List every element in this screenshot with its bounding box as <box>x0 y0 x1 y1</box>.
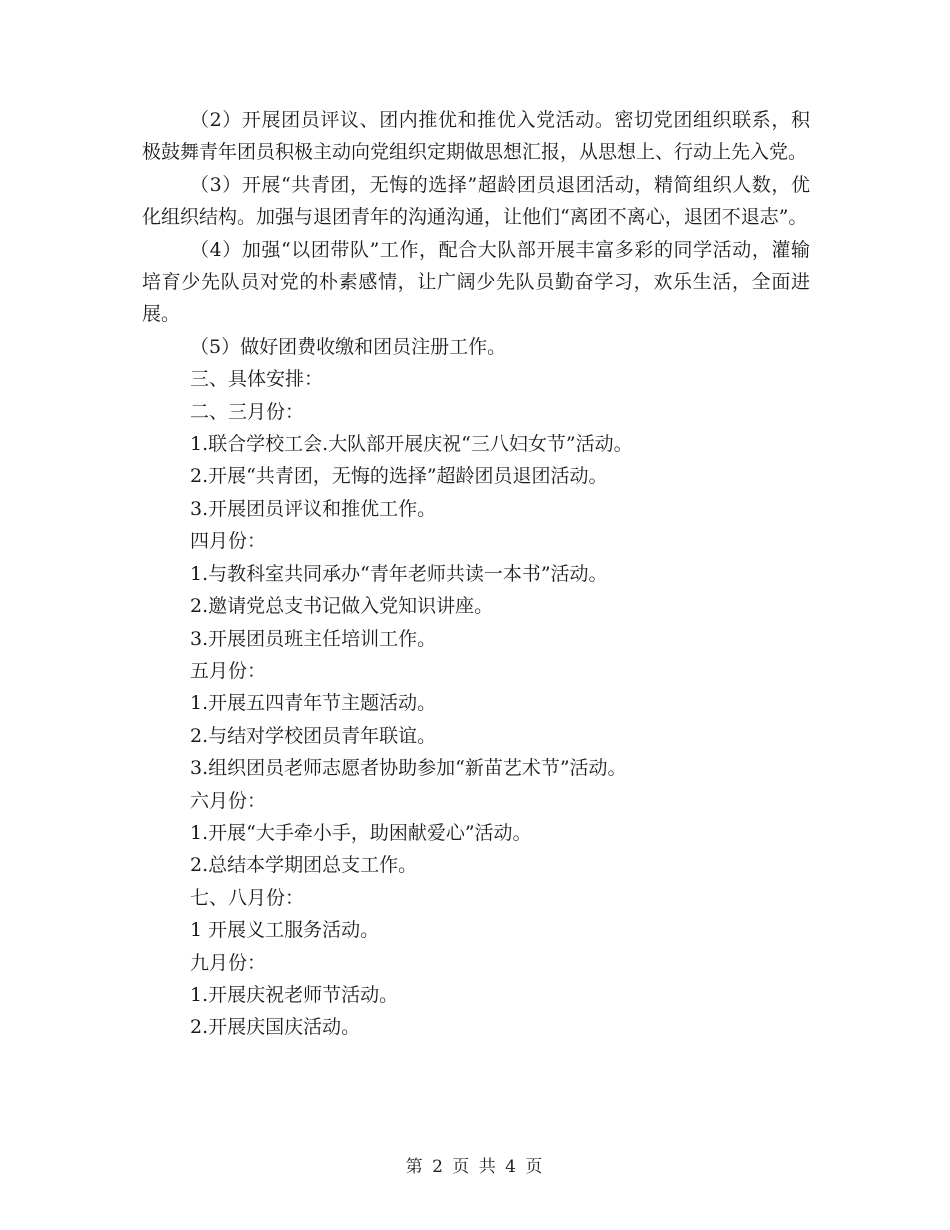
list-item: 1 开展义工服务活动。 <box>190 919 380 942</box>
paragraph-item-3: （3）开展“共青团，无悔的选择”超龄团员退团活动，精简组织人数，优化组织结构。加强与退团青年的沟通沟通，让他们“离团不离心，退团不退志”。 <box>142 173 810 229</box>
paragraph-item-5: （5）做好团费收缴和团员注册工作。 <box>190 335 507 358</box>
document-body <box>142 104 810 1044</box>
list-item: 3.开展团员评议和推优工作。 <box>190 497 437 520</box>
month-heading-apr: 四月份： <box>190 530 267 553</box>
list-item: 2.与结对学校团员青年联谊。 <box>190 724 437 747</box>
list-item: 1.开展五四青年节主题活动。 <box>190 692 437 715</box>
month-heading-may: 五月份： <box>190 659 267 682</box>
list-item: 2.开展“共青团，无悔的选择”超龄团员退团活动。 <box>190 465 608 488</box>
list-item: 1.开展“大手牵小手，助困献爱心”活动。 <box>190 821 532 844</box>
list-item: 1.开展庆祝老师节活动。 <box>190 983 399 1006</box>
month-heading-feb-mar: 二、三月份： <box>190 400 305 423</box>
list-item: 2.邀请党总支书记做入党知识讲座。 <box>190 595 494 618</box>
paragraph-item-4: （4）加强“以团带队”工作，配合大队部开展丰富多彩的同学活动，灌输培育少先队员对党的朴素感情，让广阔少先队员勤奋学习，欢乐生活，全面进展。 <box>142 238 810 326</box>
month-heading-sep: 九月份： <box>190 951 267 974</box>
list-item: 2.总结本学期团总支工作。 <box>190 854 418 877</box>
list-item: 3.开展团员班主任培训工作。 <box>190 627 437 650</box>
list-item: 2.开展庆国庆活动。 <box>190 1016 361 1039</box>
paragraph-item-2: （2）开展团员评议、团内推优和推优入党活动。密切党团组织联系，积极鼓舞青年团员积极主动向党组织定期做思想汇报，从思想上、行动上先入党。 <box>142 109 810 164</box>
list-item: 3.组织团员老师志愿者协助参加“新苗艺术节”活动。 <box>190 757 627 780</box>
page-number-footer: 第 2 页 共 4 页 <box>405 1157 545 1177</box>
month-heading-jul-aug: 七、八月份： <box>190 886 305 909</box>
month-heading-jun: 六月份： <box>190 789 267 812</box>
list-item: 1.联合学校工会.大队部开展庆祝“三八妇女节”活动。 <box>190 433 633 456</box>
section-heading-schedule: 三、具体安排： <box>190 368 324 391</box>
list-item: 1.与教科室共同承办“青年老师共读一本书”活动。 <box>190 562 608 585</box>
